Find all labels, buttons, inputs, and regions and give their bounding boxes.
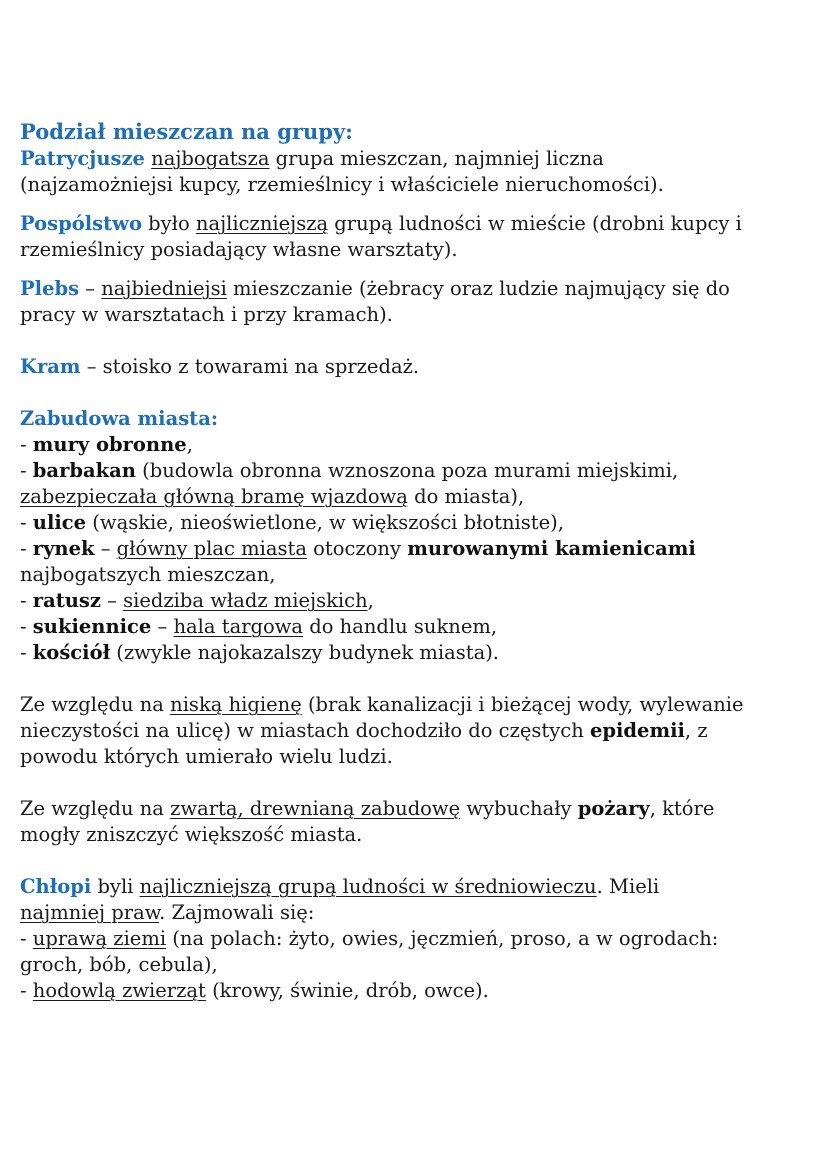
text-plebs-2: pracy w warsztatach i przy kramach). bbox=[20, 303, 393, 326]
text-plebs-1: mieszczanie (żebracy oraz ludzie najmujący się do bbox=[226, 277, 730, 300]
list-item-ratusz bbox=[20, 588, 816, 614]
text-uprawa-1: (na polach: żyto, owies, jęczmień, proso, a w ogrodach: bbox=[166, 927, 719, 950]
text-uprawa-2: groch, bób, cebula), bbox=[20, 953, 218, 976]
term-kosciol: kościół bbox=[32, 641, 111, 664]
text-chlopi-pre: byli bbox=[91, 875, 140, 898]
dash: - bbox=[20, 589, 33, 612]
text-higiena-pre: Ze względu na bbox=[20, 693, 171, 716]
text-sukiennice-pre: – bbox=[151, 615, 174, 638]
bold-epidemii: epidemii bbox=[589, 719, 685, 742]
text-pospolstwo-pre: było bbox=[141, 212, 196, 235]
text-rynek-pre: – bbox=[94, 537, 117, 560]
dash: - bbox=[20, 537, 33, 560]
dash: - bbox=[20, 433, 33, 456]
underlined-zabezpieczala: zabezpieczała główną bramę wjazdową bbox=[20, 485, 408, 508]
list-item-rynek bbox=[20, 536, 816, 588]
heading-podzial: Podział mieszczan na grupy: bbox=[20, 119, 353, 144]
underlined-siedziba: siedziba władz miejskich bbox=[123, 589, 368, 612]
text-pozary-pre: Ze względu na bbox=[20, 797, 171, 820]
list-item-kosciol bbox=[20, 640, 816, 666]
text-ratusz-pre: – bbox=[100, 589, 124, 612]
paragraph-plebs bbox=[20, 276, 816, 328]
bold-murowanymi: murowanymi kamienicami bbox=[407, 537, 696, 560]
underlined-najmniej-praw: najmniej praw bbox=[20, 901, 160, 924]
term-kram: Kram bbox=[20, 355, 81, 378]
dash: - bbox=[20, 641, 33, 664]
underlined-najbiedniejsi: najbiedniejsi bbox=[101, 277, 227, 300]
bold-pozary: pożary bbox=[577, 797, 650, 820]
list-item-hodowla bbox=[20, 978, 816, 1004]
text-pozary-mid: wybuchały bbox=[460, 797, 578, 820]
list-item-uprawa bbox=[20, 926, 816, 978]
text-barbakan-1: (budowla obronna wznoszona poza murami miejskimi, bbox=[135, 459, 679, 482]
term-mury: mury obronne bbox=[32, 433, 187, 456]
list-item-mury bbox=[20, 432, 816, 458]
list-item-ulice bbox=[20, 510, 816, 536]
term-barbakan: barbakan bbox=[32, 459, 136, 482]
underlined-hodowla: hodowlą zwierząt bbox=[32, 979, 206, 1002]
text-barbakan-2: do miasta), bbox=[407, 485, 525, 508]
text-mury: , bbox=[186, 433, 193, 456]
text-kosciol: (zwykle najokazalszy budynek miasta). bbox=[110, 641, 499, 664]
document-page bbox=[20, 118, 816, 1004]
text-rynek-mid: otoczony bbox=[306, 537, 408, 560]
underlined-najbogatsza: najbogatsza bbox=[151, 147, 270, 170]
text-rynek-2: najbogatszych mieszczan, bbox=[20, 563, 276, 586]
text-patrycjusze-2: (najzamożniejsi kupcy, rzemieślnicy i właściciele nieruchomości). bbox=[20, 173, 664, 196]
paragraph-kram bbox=[20, 354, 816, 380]
underlined-glowny-plac: główny plac miasta bbox=[116, 537, 307, 560]
term-sukiennice: sukiennice bbox=[32, 615, 152, 638]
text-kram: – stoisko z towarami na sprzedaż. bbox=[80, 355, 420, 378]
paragraph-higiena bbox=[20, 692, 816, 770]
text-higiena-2: nieczystości na ulicę) w miastach dochodziło do częstych bbox=[20, 719, 590, 742]
paragraph-patrycjusze bbox=[20, 146, 816, 198]
underlined-niska-higiene: niską higienę bbox=[170, 693, 302, 716]
text-pozary-1: , które bbox=[649, 797, 715, 820]
text-plebs-pre: – bbox=[79, 277, 102, 300]
term-rynek: rynek bbox=[32, 537, 95, 560]
dash: - bbox=[20, 511, 33, 534]
underlined-hala-targowa: hala targowa bbox=[173, 615, 304, 638]
list-item-barbakan bbox=[20, 458, 816, 510]
underlined-najliczniejsza: najliczniejszą bbox=[195, 212, 329, 235]
dash: - bbox=[20, 979, 33, 1002]
text-pospolstwo-1: grupą ludności w mieście (drobni kupcy i bbox=[328, 212, 742, 235]
text-pospolstwo-2: rzemieślnicy posiadający własne warsztaty). bbox=[20, 238, 458, 261]
text-pozary-2: mogły zniszczyć większość miasta. bbox=[20, 823, 363, 846]
dash: - bbox=[20, 927, 33, 950]
text-ratusz: , bbox=[367, 589, 374, 612]
heading-zabudowa: Zabudowa miasta: bbox=[20, 407, 219, 430]
text-hodowla: (krowy, świnie, drób, owce). bbox=[205, 979, 489, 1002]
term-plebs: Plebs bbox=[20, 277, 80, 300]
term-pospolstwo: Pospólstwo bbox=[20, 212, 142, 235]
paragraph-pospolstwo bbox=[20, 211, 816, 263]
term-patrycjusze: Patrycjusze bbox=[20, 147, 145, 170]
dash: - bbox=[20, 615, 33, 638]
underlined-zabudowa: zwartą, drewnianą zabudowę bbox=[170, 797, 461, 820]
text-ulice: (wąskie, nieoświetlone, w większości błotniste), bbox=[86, 511, 564, 534]
underlined-najliczniejsza-grupa: najliczniejszą grupą ludności w średniowieczu bbox=[139, 875, 597, 898]
dash: - bbox=[20, 459, 33, 482]
paragraph-pozary bbox=[20, 796, 816, 848]
term-ulice: ulice bbox=[32, 511, 87, 534]
underlined-uprawa-ziemi: uprawą ziemi bbox=[32, 927, 167, 950]
text-chlopi-1: . Mieli bbox=[596, 875, 660, 898]
text-sukiennice: do handlu suknem, bbox=[303, 615, 498, 638]
text-chlopi-2: . Zajmowali się: bbox=[159, 901, 315, 924]
text-higiena-1: (brak kanalizacji i bieżącej wody, wylewanie bbox=[301, 693, 744, 716]
paragraph-chlopi bbox=[20, 874, 816, 926]
term-chlopi: Chłopi bbox=[20, 875, 92, 898]
text-higiena-4: powodu których umierało wielu ludzi. bbox=[20, 745, 393, 768]
list-item-sukiennice bbox=[20, 614, 816, 640]
text-higiena-3: , z bbox=[684, 719, 708, 742]
text-patrycjusze-1: grupa mieszczan, najmniej liczna bbox=[269, 147, 604, 170]
term-ratusz: ratusz bbox=[32, 589, 101, 612]
